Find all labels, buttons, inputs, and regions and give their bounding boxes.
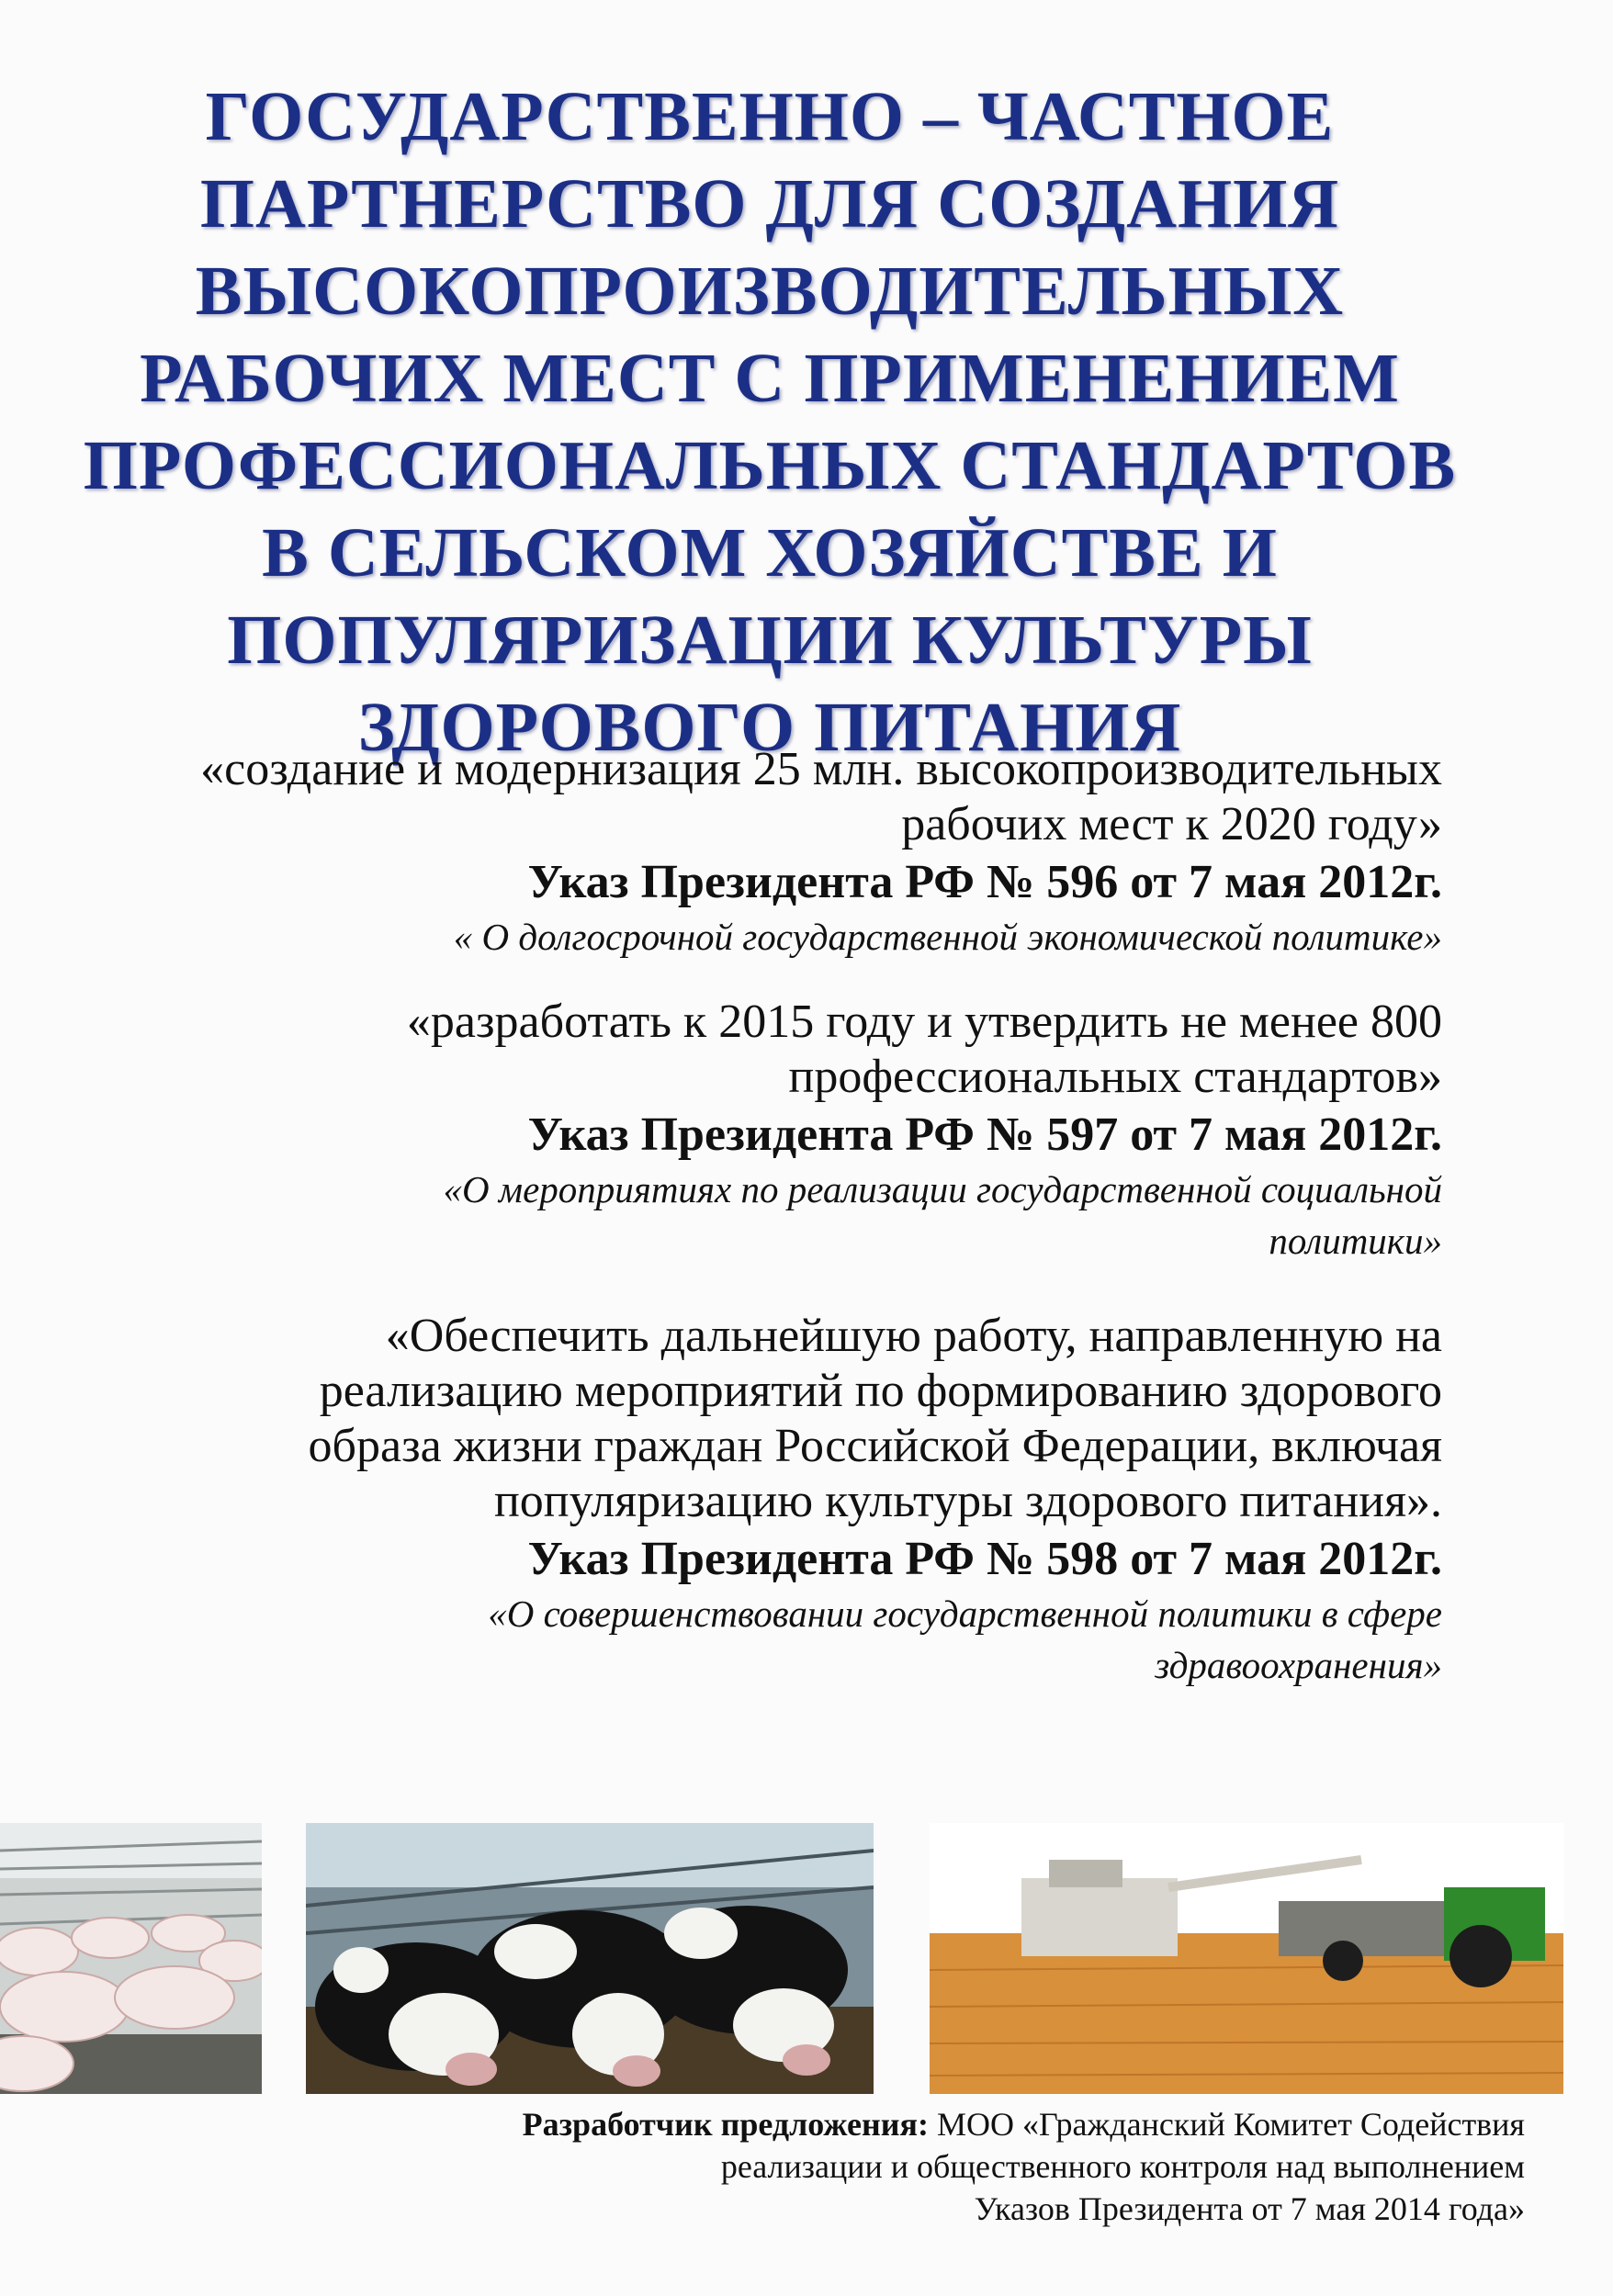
quote-line: образа жизни граждан Российской Федерации, включая: [308, 1420, 1442, 1472]
title-line: РАБОЧИХ МЕСТ С ПРИМЕНЕНИЕМ: [140, 340, 1400, 417]
subject-line: «О мероприятиях по реализации государственной социальной: [443, 1168, 1442, 1210]
decree-reference: Указ Президента РФ № 598 от 7 мая 2012г.: [527, 1533, 1442, 1585]
dairy-cows-photo: [306, 1823, 874, 2094]
quote-line: профессиональных стандартов»: [788, 1051, 1442, 1103]
decree-block-598: [156, 1309, 1442, 1691]
credit-label: Разработчик предложения:: [522, 2106, 929, 2143]
credit-line: Указов Президента от 7 мая 2014 года»: [974, 2190, 1525, 2227]
decree-subject: [156, 1588, 1442, 1691]
decree-block-597: [156, 995, 1442, 1266]
wheat-harvest-image: [930, 1823, 1563, 2094]
quote-line: «разработать к 2015 году и утвердить не менее 800: [406, 996, 1442, 1048]
subject-line: здравоохранения»: [1155, 1644, 1442, 1686]
dairy-cows-image: [306, 1823, 874, 2094]
decree-reference: Указ Президента РФ № 596 от 7 мая 2012г.: [527, 856, 1442, 908]
title-line: ПРОФЕССИОНАЛЬНЫХ СТАНДАРТОВ: [83, 427, 1457, 504]
developer-credit: [276, 2103, 1525, 2230]
decree-quote: [156, 742, 1442, 852]
decree-quote: [156, 1309, 1442, 1529]
title-line: ЗДОРОВОГО ПИТАНИЯ: [357, 689, 1182, 766]
credit-line: [276, 2103, 1525, 2145]
title-line: ПОПУЛЯРИЗАЦИИ КУЛЬТУРЫ: [227, 602, 1313, 679]
decree-block-596: [156, 742, 1442, 962]
decree-reference: Указ Президента РФ № 597 от 7 мая 2012г.: [527, 1109, 1442, 1161]
wheat-harvest-photo: [930, 1823, 1563, 2094]
title-line: ВЫСОКОПРОИЗВОДИТЕЛЬНЫХ: [195, 253, 1345, 330]
pig-farm-image: [0, 1823, 262, 2094]
quote-line: реализацию мероприятий по формированию здорового: [319, 1365, 1442, 1417]
subject-line: «О совершенствовании государственной политики в сфере: [488, 1593, 1442, 1635]
subject-line: политики»: [1269, 1220, 1442, 1262]
decree-subject: [156, 911, 1442, 962]
title-line: ГОСУДАРСТВЕННО – ЧАСТНОЕ: [205, 78, 1335, 155]
pig-farm-photo: [0, 1823, 262, 2094]
subject-line: « О долгосрочной государственной экономической политике»: [453, 916, 1442, 958]
quote-line: «Обеспечить дальнейшую работу, направленную на: [385, 1310, 1442, 1362]
document-title: [55, 73, 1484, 771]
decree-quote: [156, 995, 1442, 1105]
credit-org: МОО «Гражданский Комитет Содействия: [928, 2106, 1525, 2143]
decree-subject: [156, 1164, 1442, 1266]
title-line: ПАРТНЕРСТВО ДЛЯ СОЗДАНИЯ: [199, 165, 1340, 242]
quote-line: «создание и модернизация 25 млн. высокопроизводительных: [200, 743, 1442, 795]
quote-line: рабочих мест к 2020 году»: [901, 798, 1442, 850]
credit-line: реализации и общественного контроля над выполнением: [720, 2148, 1525, 2185]
quote-line: популяризацию культуры здорового питания».: [493, 1475, 1442, 1527]
title-line: В СЕЛЬСКОМ ХОЗЯЙСТВЕ И: [262, 514, 1278, 591]
